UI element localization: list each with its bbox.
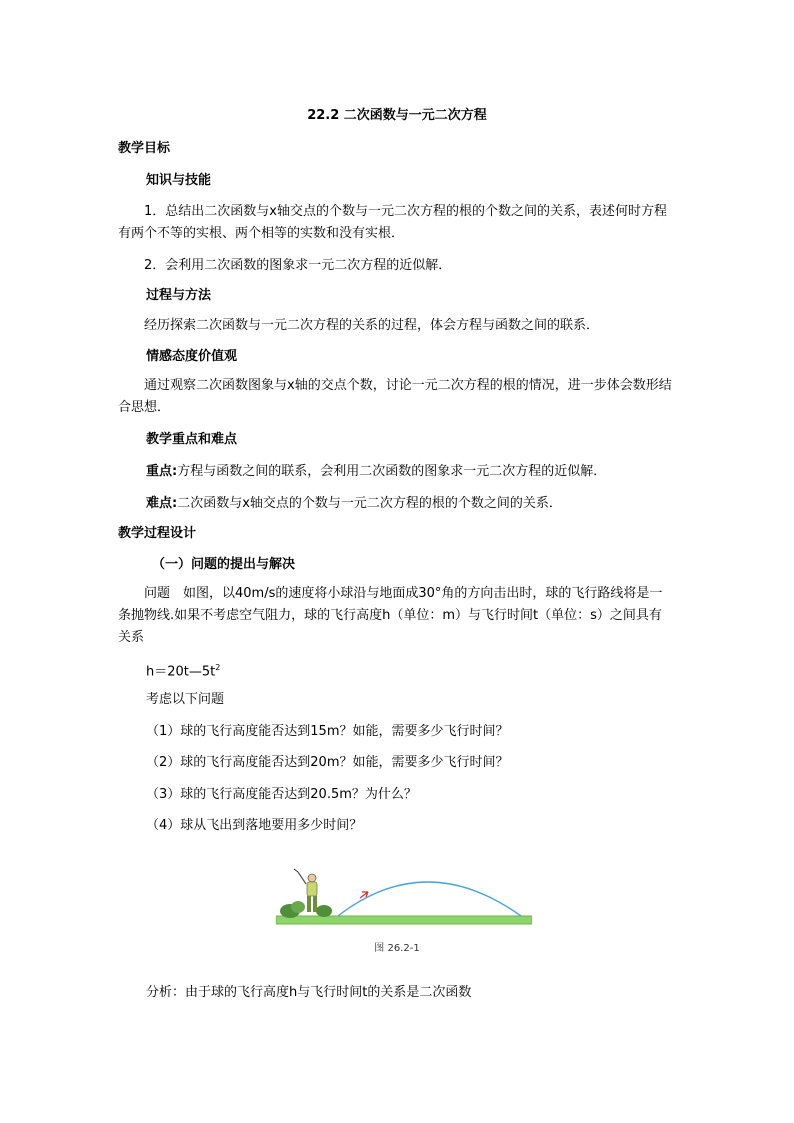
emotion-heading: 情感态度价值观 <box>146 349 238 364</box>
golf-trajectory-figure <box>276 866 532 928</box>
key-label: 重点: <box>146 464 178 479</box>
design-heading: 教学过程设计 <box>118 526 197 541</box>
trajectory-arc <box>338 882 521 916</box>
knowledge-item-1: 1．总结出二次函数与x轴交点的个数与一元二次方程的根的个数之间的关系，表述何时方程有两个不等的实根、两个相等的实数和没有实根． <box>118 204 667 241</box>
difficulty-text: 二次函数与x轴交点的个数与一元二次方程的根的个数之间的关系． <box>177 496 562 511</box>
problem-text: 问题 如图，以40m/s的速度将小球沿与地面成30°角的方向击出时，球的飞行路线将是一条抛物线.如果不考虑空气阻力，球的飞行高度h（单位：m）与飞行时间t（单位：s）之间具有关系 <box>118 586 663 645</box>
figure-illustration <box>276 866 532 928</box>
bush-left-2 <box>291 901 305 913</box>
formula <box>146 660 220 680</box>
question-4: （4）球从飞出到落地要用多少时间？ <box>146 818 363 833</box>
analysis-text: 分析：由于球的飞行高度h与飞行时间t的关系是二次函数 <box>146 985 472 1000</box>
bush-right <box>316 905 332 917</box>
knowledge-heading: 知识与技能 <box>146 173 212 188</box>
ground-strip <box>276 916 532 924</box>
formula-exponent: 2 <box>215 663 221 672</box>
process-heading: 过程与方法 <box>146 288 212 303</box>
key-heading: 教学重点和难点 <box>146 432 238 447</box>
formula-main: h＝20t—5t <box>146 664 216 680</box>
question-2: （2）球的飞行高度能否达到20m？如能，需要多少飞行时间？ <box>146 755 509 770</box>
figure-caption: 图 26.2-1 <box>374 943 420 954</box>
page-title: 22.2 二次函数与一元二次方程 <box>307 108 487 123</box>
key-text: 方程与函数之间的联系，会利用二次函数的图象求一元二次方程的近似解． <box>177 464 607 479</box>
key-point <box>146 464 606 480</box>
question-3: （3）球的飞行高度能否达到20.5m？为什么？ <box>146 787 417 802</box>
section1-heading: （一）问题的提出与解决 <box>152 557 296 572</box>
process-text: 经历探索二次函数与一元二次方程的关系的过程，体会方程与函数之间的联系． <box>144 318 600 333</box>
question-1: （1）球的飞行高度能否达到15m？如能，需要多少飞行时间？ <box>146 724 509 739</box>
difficulty-label: 难点: <box>146 496 178 511</box>
consider-text: 考虑以下问题 <box>146 692 225 707</box>
objectives-heading: 教学目标 <box>118 141 171 156</box>
difficulty-point <box>146 496 562 512</box>
knowledge-item-2: 2．会利用二次函数的图象求一元二次方程的近似解． <box>144 258 452 273</box>
emotion-text: 通过观察二次函数图象与x轴的交点个数，讨论一元二次方程的根的情况，进一步体会数形结合思想． <box>118 378 672 415</box>
